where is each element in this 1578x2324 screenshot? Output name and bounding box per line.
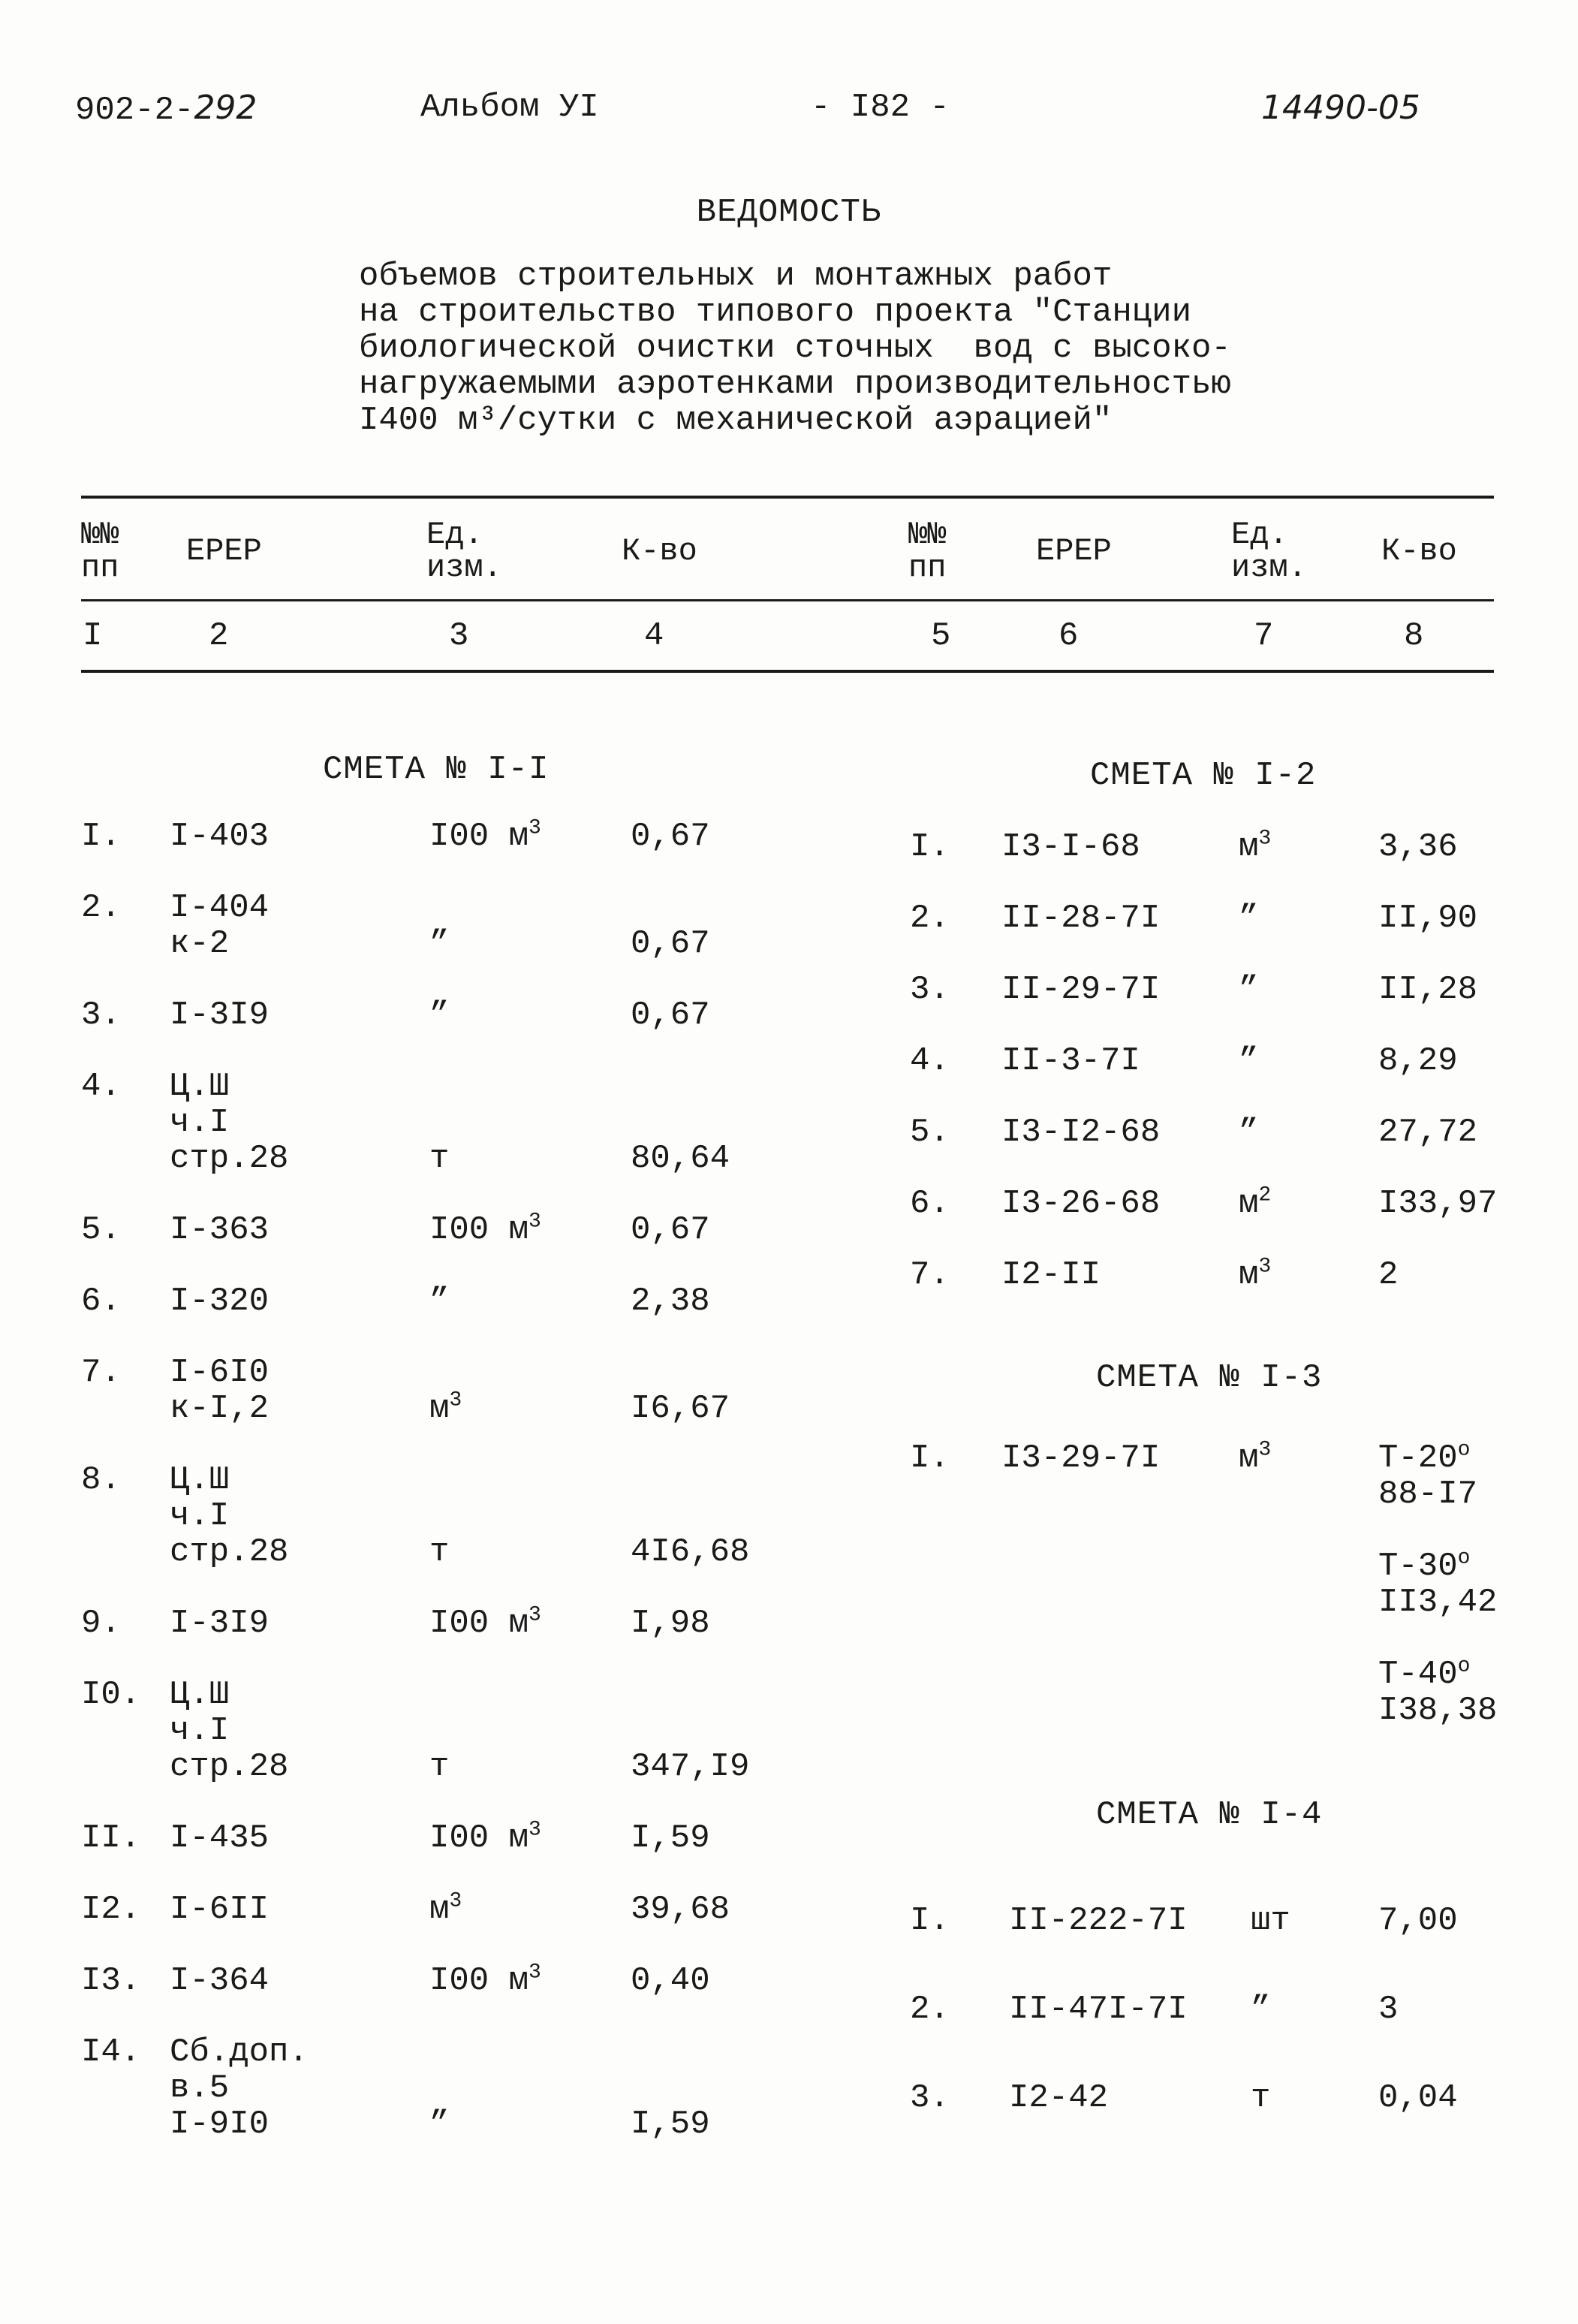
row-quantity: 39,68: [631, 1891, 730, 1928]
row-unit: ”: [1251, 1991, 1271, 2028]
row-code: II-47I-7I: [1009, 1991, 1188, 2028]
row-quantity: 0,67: [631, 996, 710, 1034]
row-number: 3.: [81, 996, 121, 1034]
row-unit: ”: [429, 1283, 450, 1320]
column-header-5: [908, 518, 946, 584]
column-header-label: №№: [908, 517, 947, 553]
row-code: II-29-7I: [1001, 971, 1161, 1008]
subtitle-line: I400 м³/сутки с механической аэрацией": [359, 402, 1113, 439]
row-code: Ц.Ш ч.I стр.28: [170, 1461, 289, 1571]
row-number: II.: [81, 1819, 141, 1857]
row-quantity: Т-20$^o$ 88-I7 Т-30$^o$ II3,42 Т-40$^o$ I38,38: [1378, 1438, 1498, 1729]
row-code: I-364: [170, 1962, 270, 2000]
row-quantity: 2: [1378, 1256, 1399, 1294]
row-quantity: 0,67: [631, 1211, 710, 1249]
row-code: I-435: [170, 1819, 270, 1857]
column-header-label: №№: [81, 517, 119, 553]
column-header-7: [1231, 518, 1307, 584]
row-quantity: 347,I9: [631, 1748, 750, 1786]
row-number: I2.: [81, 1891, 141, 1928]
row-number: 7.: [910, 1256, 950, 1294]
subtitle-line: нагружаемыми аэротенками производительностью: [359, 366, 1231, 403]
row-quantity: 8,29: [1378, 1042, 1458, 1080]
column-header-sublabel: пп: [81, 550, 119, 586]
column-header-sublabel: изм.: [1231, 550, 1307, 586]
row-number: 2.: [81, 889, 121, 927]
row-quantity: 27,72: [1378, 1114, 1478, 1151]
row-number: I.: [81, 818, 121, 855]
row-unit: ”: [1239, 971, 1259, 1008]
row-code: I3-29-7I: [1001, 1439, 1161, 1477]
row-unit: I00 $м^3$: [429, 1210, 541, 1249]
row-unit: $м^3$: [429, 1388, 462, 1427]
row-unit: т: [429, 1140, 450, 1177]
row-unit: ”: [429, 996, 450, 1034]
subtitle-line: объемов строительных и монтажных работ: [359, 258, 1113, 295]
row-number: I.: [910, 1439, 950, 1477]
row-quantity: I,59: [631, 2105, 710, 2143]
column-header-label: ЕРЕР: [186, 533, 262, 569]
row-unit: т: [429, 1748, 450, 1786]
column-header-label: ЕРЕР: [1036, 533, 1112, 569]
column-number-2: 2: [209, 617, 229, 655]
row-code: I-3I9: [170, 1605, 270, 1642]
row-code: Ц.Ш ч.I стр.28: [170, 1676, 289, 1786]
row-code: I-6I0 к-I,2: [170, 1354, 270, 1427]
row-number: 5.: [81, 1211, 121, 1249]
estimate-section-title: СМЕТА № I-4: [1096, 1796, 1323, 1834]
table-header-rule: [81, 599, 1494, 601]
row-quantity: 0,67: [631, 925, 710, 963]
row-number: 3.: [910, 2079, 950, 2117]
row-code: I2-42: [1009, 2079, 1109, 2117]
column-header-4: [622, 535, 697, 568]
row-number: 9.: [81, 1605, 121, 1642]
row-number: I3.: [81, 1962, 141, 2000]
row-code: II-3-7I: [1001, 1042, 1140, 1080]
album-label: Альбом УI: [420, 89, 599, 126]
row-number: 3.: [910, 971, 950, 1008]
column-header-2: [186, 535, 262, 568]
row-unit: ”: [429, 925, 450, 963]
column-header-6: [1036, 535, 1112, 568]
row-unit: шт: [1251, 1902, 1290, 1940]
row-code: I3-I2-68: [1001, 1114, 1161, 1151]
row-number: I0.: [81, 1676, 141, 1714]
row-number: I.: [910, 1902, 950, 1940]
row-number: I4.: [81, 2033, 141, 2071]
row-quantity: 0,67: [631, 818, 710, 855]
row-quantity: II,28: [1378, 971, 1478, 1008]
row-quantity: I6,67: [631, 1390, 730, 1427]
column-number-5: 5: [931, 617, 951, 655]
table-top-rule: [81, 496, 1494, 499]
row-code: Ц.Ш ч.I стр.28: [170, 1068, 289, 1177]
row-unit: $м^3$: [429, 1889, 462, 1928]
row-code: I-363: [170, 1211, 270, 1249]
document-code-suffix: 292: [194, 89, 257, 127]
row-quantity: 0,40: [631, 1962, 710, 2000]
row-code: Сб.доп. в.5 I-9I0: [170, 2033, 309, 2143]
inventory-number: 14490-05: [1261, 89, 1420, 127]
row-quantity: I,59: [631, 1819, 710, 1857]
row-code: I-403: [170, 818, 270, 855]
row-quantity: 4I6,68: [631, 1533, 750, 1571]
column-number-1: I: [83, 617, 103, 655]
row-code: I3-I-68: [1001, 828, 1140, 866]
column-number-8: 8: [1404, 617, 1424, 655]
column-number-3: 3: [449, 617, 469, 655]
title-block: [0, 194, 1578, 439]
column-header-label: К-во: [1381, 533, 1457, 569]
column-header-3: [426, 518, 502, 584]
document-code-prefix: 902-2-: [75, 92, 194, 129]
row-quantity: 7,00: [1378, 1902, 1458, 1940]
column-header-1: [81, 518, 119, 584]
table-header-bottom-rule: [81, 670, 1494, 673]
row-quantity: 3,36: [1378, 828, 1458, 866]
row-code: I-3I9: [170, 996, 270, 1034]
row-quantity: I,98: [631, 1605, 710, 1642]
row-unit: т: [1251, 2079, 1271, 2117]
row-number: 5.: [910, 1114, 950, 1151]
row-unit: $м^3$: [1239, 827, 1272, 866]
column-header-8: [1381, 535, 1457, 568]
row-code: I-320: [170, 1283, 270, 1320]
row-quantity: 80,64: [631, 1140, 730, 1177]
document-code: [75, 89, 257, 129]
row-number: 6.: [910, 1185, 950, 1222]
row-quantity: 2,38: [631, 1283, 710, 1320]
row-code: II-28-7I: [1001, 900, 1161, 937]
row-unit: ”: [1239, 1114, 1259, 1151]
row-code: I3-26-68: [1001, 1185, 1161, 1222]
row-unit: I00 $м^3$: [429, 1603, 541, 1642]
estimate-section-title: СМЕТА № I-3: [1096, 1359, 1323, 1397]
row-unit: I00 $м^3$: [429, 816, 541, 855]
column-header-label: Ед.: [1231, 517, 1288, 553]
column-number-6: 6: [1059, 617, 1079, 655]
row-number: I.: [910, 828, 950, 866]
row-code: I-404 к-2: [170, 889, 270, 963]
estimate-section-title: СМЕТА № I-I: [323, 751, 550, 788]
row-unit: ”: [429, 2105, 450, 2143]
column-header-sublabel: изм.: [426, 550, 502, 586]
row-number: 2.: [910, 900, 950, 937]
row-quantity: II,90: [1378, 900, 1478, 937]
row-unit: ”: [1239, 900, 1259, 937]
row-code: I-6II: [170, 1891, 270, 1928]
row-number: 8.: [81, 1461, 121, 1499]
row-number: 6.: [81, 1283, 121, 1320]
row-number: 4.: [910, 1042, 950, 1080]
estimate-section-title: СМЕТА № I-2: [1090, 757, 1317, 794]
row-unit: I00 $м^3$: [429, 1818, 541, 1857]
subtitle-line: на строительство типового проекта "Станции: [359, 294, 1191, 331]
column-number-7: 7: [1254, 617, 1274, 655]
row-unit: $м^2$: [1239, 1183, 1272, 1222]
row-quantity: 3: [1378, 1991, 1399, 2028]
row-unit: $м^3$: [1239, 1438, 1272, 1477]
row-quantity: I33,97: [1378, 1185, 1498, 1222]
column-header-label: К-во: [622, 533, 697, 569]
column-header-sublabel: пп: [908, 550, 947, 586]
row-unit: I00 $м^3$: [429, 1961, 541, 2000]
row-unit: ”: [1239, 1042, 1259, 1080]
row-code: II-222-7I: [1009, 1902, 1188, 1940]
row-number: 2.: [910, 1991, 950, 2028]
row-code: I2-II: [1001, 1256, 1101, 1294]
row-number: 7.: [81, 1354, 121, 1391]
page-number: - I82 -: [811, 89, 950, 126]
row-unit: $м^3$: [1239, 1255, 1272, 1294]
row-number: 4.: [81, 1068, 121, 1105]
column-header-label: Ед.: [426, 517, 483, 553]
document-subtitle: [359, 258, 1231, 439]
row-quantity: 0,04: [1378, 2079, 1458, 2117]
row-unit: т: [429, 1533, 450, 1571]
column-number-4: 4: [644, 617, 664, 655]
subtitle-line: биологической очистки сточных вод с высоко-: [359, 330, 1231, 367]
document-heading: ВЕДОМОСТЬ: [696, 194, 882, 231]
